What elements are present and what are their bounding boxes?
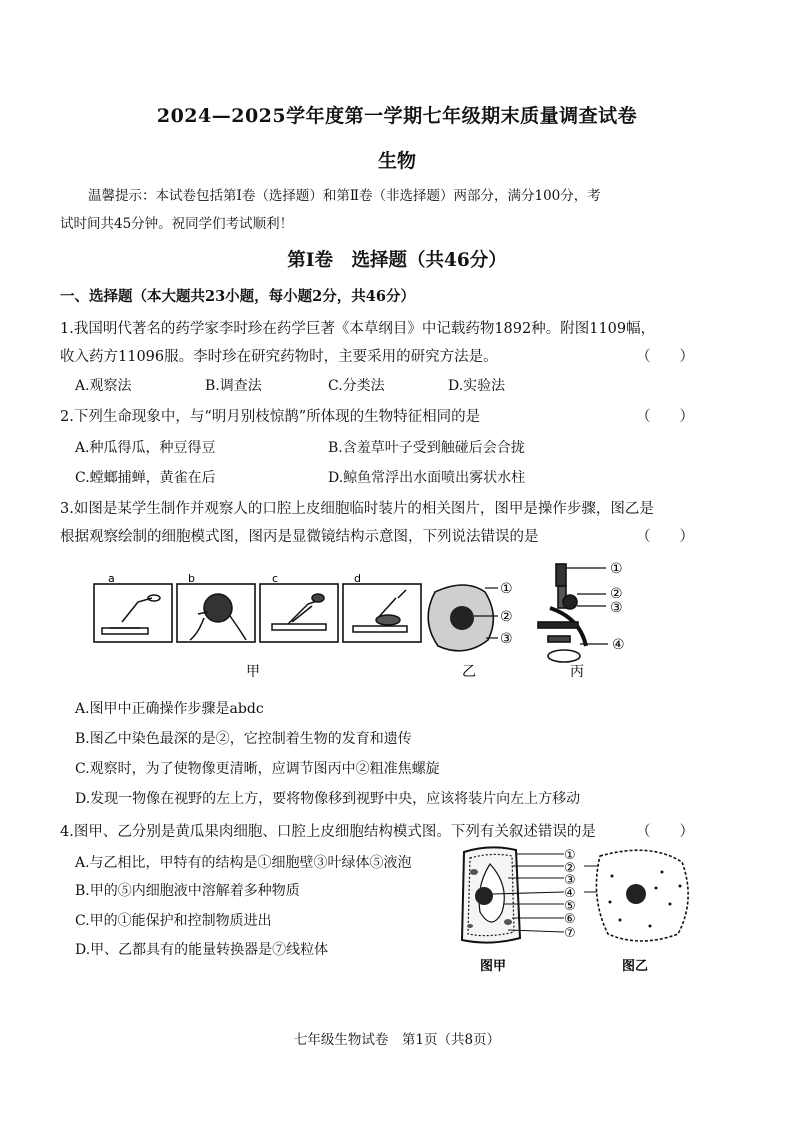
figure-bing-caption: 丙 [570, 664, 584, 680]
cell-yi-animal [596, 850, 688, 941]
bing-mark-2: ② [610, 586, 623, 602]
q3-stem-line-2: 根据观察绘制的细胞模式图，图丙是显微镜结构示意图，下列说法错误的是 [60, 529, 539, 545]
q4-mark-1: ① [564, 848, 576, 863]
q4-mark-6: ⑥ [564, 912, 576, 927]
q2-stem: 2.下列生命现象中，与“明月别枝惊鹊”所体现的生物特征相同的是 [60, 409, 481, 425]
q3-answer-paren: （ ） [636, 529, 694, 545]
step-label-a: a [108, 572, 115, 585]
step-label-c: c [272, 572, 279, 585]
q3-option-b: B.图乙中染色最深的是②，它控制着生物的发育和遗传 [75, 731, 412, 747]
q1-stem-line-2: 收入药方11096服。李时珍在研究药物时，主要采用的研究方法是。 [60, 349, 498, 365]
step-d-drawing [353, 590, 407, 632]
q4-fig-jia-caption: 图甲 [480, 959, 507, 974]
q1-stem-line-1: 1.我国明代著名的药学家李时珍在药学巨著《本草纲目》中记载药物1892种。附图1109幅， [60, 321, 656, 337]
exam-title: 2024—2025学年度第一学期七年级期末质量调查试卷 [156, 105, 638, 127]
q4-mark-5: ⑤ [564, 899, 576, 914]
bing-mark-1: ① [610, 561, 623, 577]
q4-option-d: D.甲、乙都具有的能量转换器是⑦线粒体 [75, 942, 329, 958]
q4-option-c: C.甲的①能保护和控制物质进出 [75, 913, 272, 929]
q4-mark-2: ② [564, 861, 576, 876]
q4-fig-yi-caption: 图乙 [622, 959, 649, 974]
q2-option-c: C.螳螂捕蝉，黄雀在后 [75, 470, 216, 486]
bing-mark-3: ③ [610, 600, 623, 616]
q1-option-a: A.观察法 [75, 378, 132, 394]
q2-option-b: B.含羞草叶子受到触碰后会合拢 [328, 440, 525, 456]
q4-option-b: B.甲的⑤内细胞液中溶解着多种物质 [75, 883, 300, 899]
q4-figure [450, 842, 700, 977]
q1-option-d: D.实验法 [448, 378, 506, 394]
q4-stem: 4.图甲、乙分别是黄瓜果肉细胞、口腔上皮细胞结构模式图。下列有关叙述错误的是 [60, 824, 596, 840]
q3-option-c: C.观察时，为了使物像更清晰，应调节图丙中②粗准焦螺旋 [75, 761, 440, 777]
step-c-drawing [272, 594, 326, 630]
q2-answer-paren: （ ） [636, 409, 694, 425]
q2-option-a: A.种瓜得瓜，种豆得豆 [75, 440, 216, 456]
figure-yi-cell [428, 585, 498, 651]
q3-option-a: A.图甲中正确操作步骤是abdc [75, 701, 264, 717]
q4-mark-7: ⑦ [564, 926, 576, 941]
q1-answer-paren: （ ） [636, 349, 694, 365]
q3-option-d: D.发现一物像在视野的左上方，要将物像移到视野中央，应该将装片向左上方移动 [75, 791, 581, 807]
step-label-d: d [354, 572, 361, 585]
figure-bing-microscope [538, 564, 608, 662]
cell-jia-plant [462, 847, 520, 942]
q3-stem-line-1: 3.如图是某学生制作并观察人的口腔上皮细胞临时装片的相关图片，图甲是操作步骤，图乙是 [60, 501, 654, 517]
yi-mark-2: ② [500, 609, 513, 625]
subject-title: 生物 [377, 150, 416, 172]
q1-option-c: C.分类法 [328, 378, 385, 394]
q3-figure [80, 558, 640, 688]
step-label-b: b [188, 572, 195, 585]
step-b-drawing [190, 594, 246, 640]
step-a-drawing [102, 595, 160, 634]
q2-option-d: D.鲸鱼常浮出水面喷出雾状水柱 [328, 470, 526, 486]
yi-mark-1: ① [500, 581, 513, 597]
q4-option-a: A.与乙相比，甲特有的结构是①细胞壁③叶绿体⑤液泡 [75, 855, 412, 871]
q4-answer-paren: （ ） [636, 824, 694, 840]
notice-line-2: 试时间共45分钟。祝同学们考试顺利！ [60, 216, 294, 232]
notice-line-1: 温馨提示：本试卷包括第Ⅰ卷（选择题）和第Ⅱ卷（非选择题）两部分，满分100分，考 [88, 188, 601, 204]
q4-mark-3: ③ [564, 873, 576, 888]
figure-yi-caption: 乙 [462, 664, 476, 680]
q4-mark-4: ④ [564, 886, 576, 901]
section-heading: 一、选择题（本大题共23小题，每小题2分，共46分） [60, 288, 415, 305]
part-1-heading: 第Ⅰ卷 选择题（共46分） [287, 250, 507, 271]
yi-mark-3: ③ [500, 631, 513, 647]
page-footer: 七年级生物试卷 第1页（共8页） [293, 1032, 501, 1048]
q1-option-b: B.调查法 [205, 378, 262, 394]
figure-jia-caption: 甲 [246, 664, 260, 680]
bing-mark-4: ④ [612, 637, 625, 653]
